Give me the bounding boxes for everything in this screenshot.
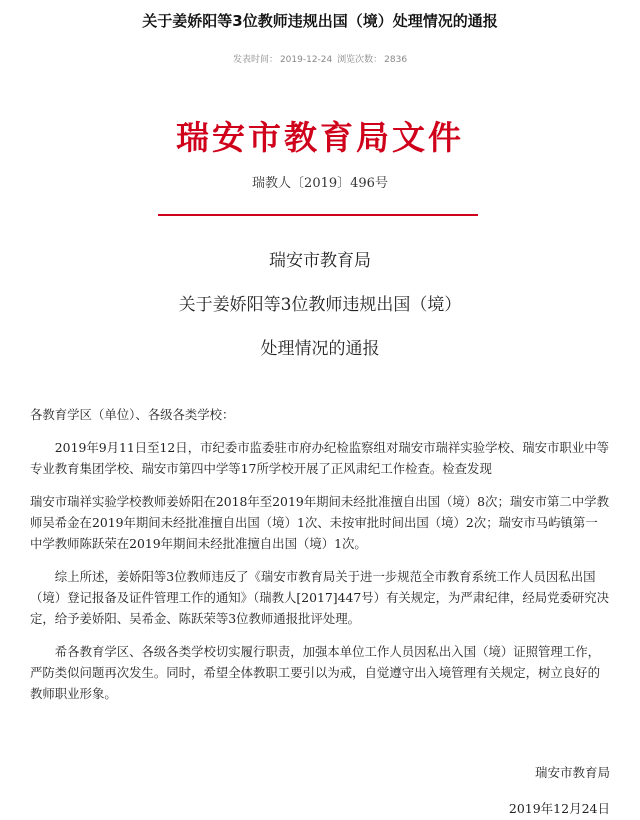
signature-organization: 瑞安市教育局 [534, 765, 610, 780]
document-number: 瑞教人〔2019〕496号 [252, 176, 388, 191]
paragraph: 希各教育学区、各级各类学校切实履行职责，加强本单位工作人员因私出入国（境）证照管理工作，严防类似问题再次发生。同时，希望全体教职工要引以为戒，自觉遵守出入境管理有关规定，树立良好的教师职业形象。 [30, 644, 600, 701]
paragraph: 瑞安市瑞祥实验学校教师姜娇阳在2018年至2019年期间未经批准擅自出国（境）8次；瑞安市第二中学教师吴希金在2019年期间未经批准擅自出国（境）1次、未按审批时间出国（境）2次；瑞安市马屿镇第一中学教师陈跃荣在2019年期间未经批准擅自出国（境）1次。 [30, 494, 609, 551]
red-divider [158, 214, 478, 216]
publish-meta [0, 52, 640, 65]
paragraph: 2019年9月11日至12日，市纪委市监委驻市府办纪检监察组对瑞安市瑞祥实验学校、瑞安市职业中等专业教育集团学校、瑞安市第四中学等17所学校开展了正风肃纪工作检查。检查发现 [30, 440, 609, 476]
document-title-line-1: 瑞安市教育局 [269, 251, 371, 271]
salutation: 各教育学区（单位）、各级各类学校： [30, 407, 235, 422]
paragraph: 综上所述，姜娇阳等3位教师违反了《瑞安市教育局关于进一步规范全市教育系统工作人员因私出国（境）登记报备及证件管理工作的通知》（瑞教人[2017]447号）有关规定，为严肃纪律，经局党委研究决定，给予姜娇阳、吴希金、陈跃荣等3位教师通报批评处理。 [30, 569, 610, 626]
publish-label: 发表时间： [232, 55, 278, 65]
views-label: 浏览次数： [337, 55, 383, 65]
document-title-line-3: 处理情况的通报 [260, 339, 380, 359]
page-title: 关于姜娇阳等3位教师违规出国（境）处理情况的通报 [142, 12, 498, 30]
document-title-line-2: 关于姜娇阳等3位教师违规出国（境） [178, 295, 462, 315]
publish-time: 2019-12-24 [279, 55, 333, 65]
signature-date: 2019年12月24日 [508, 801, 610, 816]
views-count: 2836 [384, 55, 408, 65]
document-body [30, 404, 610, 716]
document-issuer-head: 瑞安市教育局文件 [176, 118, 464, 157]
